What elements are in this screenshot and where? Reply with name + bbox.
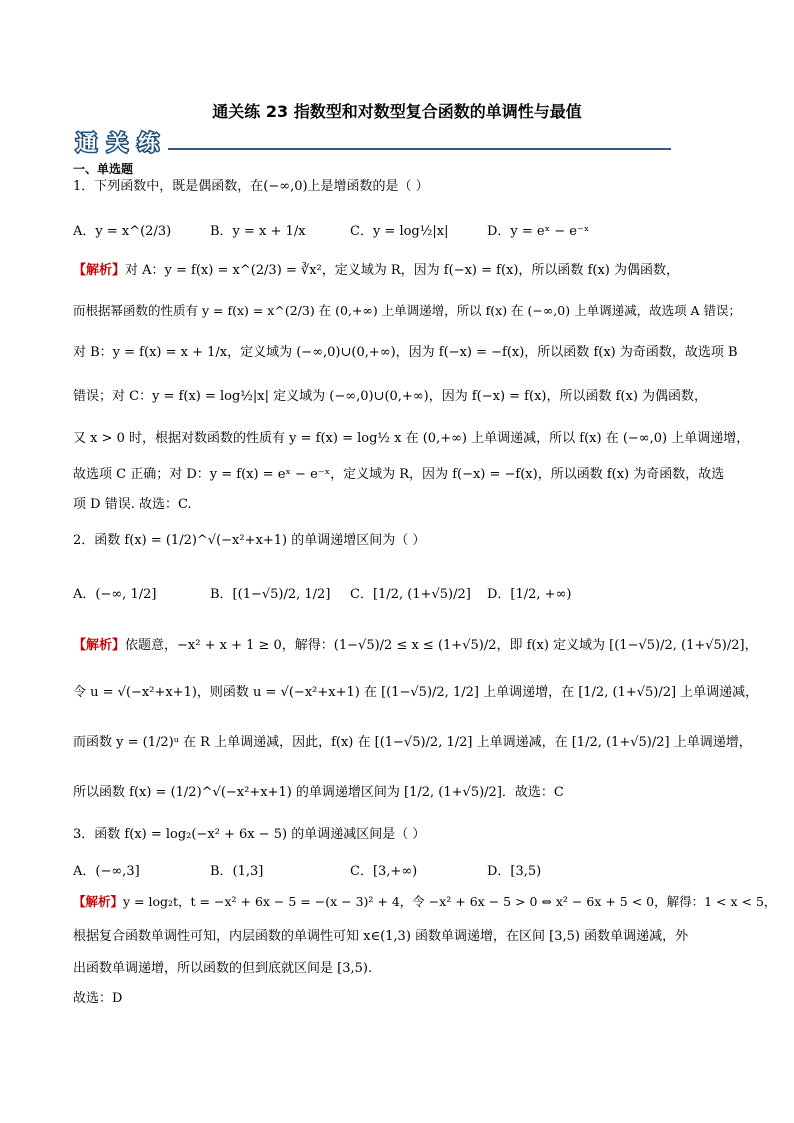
q2-solution-line-4: 所以函数 f(x) = (1/2)^√(−x²+x+1) 的单调递增区间为 [1/2, (1+√5)/2]．故选：C (73, 785, 564, 800)
q2-solution-line-3: 而函数 y = (1/2)ᵘ 在 R 上单调递减，因此，f(x) 在 [(1−√5)/2, 1/2] 上单调递减，在 [1/2, (1+√5)/2] 上单调递增， (73, 735, 752, 750)
q1-solution-line-6: 故选项 C 正确；对 D：y = f(x) = eˣ − e⁻ˣ，定义域为 R，因为 f(−x) = −f(x)，所以函数 f(x) 为奇函数，故选 (73, 467, 725, 482)
q3-option-b: B．(1,3] (210, 864, 264, 879)
solution-label: 【解析】 (73, 894, 124, 909)
logo-char-2: 关 (107, 131, 128, 155)
logo-char-1: 通 (76, 131, 97, 155)
q1-option-b: B．y = x + 1/x (210, 224, 306, 239)
q1-option-c: C．y = log½|x| (350, 224, 449, 239)
q3-stem: 3．函数 f(x) = log₂(−x² + 6x − 5) 的单调递减区间是（ ） (73, 827, 426, 842)
q1-stem: 1．下列函数中，既是偶函数，在(−∞,0)上是增函数的是（ ） (73, 179, 429, 194)
q1-solution-line-1: 【解析】对 A：y = f(x) = x^(2/3) = ∛x²，定义域为 R，因为 f(−x) = f(x)，所以函数 f(x) 为偶函数， (73, 263, 679, 278)
q1-solution-line-2: 而根据幂函数的性质有 y = f(x) = x^(2/3) 在 (0,+∞) 上单调递增，所以 f(x) 在 (−∞,0) 上单调递减，故选项 A 错误； (73, 303, 742, 318)
section-heading: 一、单选题 (73, 162, 134, 176)
q2-solution-line-2: 令 u = √(−x²+x+1)，则函数 u = √(−x²+x+1) 在 [(1−√5)/2, 1/2] 上单调递增，在 [1/2, (1+√5)/2] 上单调递减， (73, 685, 759, 700)
q3-option-c: C．[3,+∞) (350, 864, 418, 879)
title-underline (168, 148, 671, 150)
q1-option-d: D．y = eˣ − e⁻ˣ (487, 224, 590, 239)
q3-solution-line-3: 出函数单调递增，所以函数的但到底就区间是 [3,5). (73, 961, 373, 976)
q2-option-b: B．[(1−√5)/2, 1/2] (210, 587, 331, 602)
q3-option-a: A．(−∞,3] (73, 864, 140, 879)
logo-char-3: 练 (138, 131, 159, 155)
solution-label: 【解析】 (73, 638, 126, 653)
q2-stem: 2．函数 f(x) = (1/2)^√(−x²+x+1) 的单调递增区间为（ ） (73, 533, 426, 548)
q1-solution-line-4: 错误；对 C：y = f(x) = log½|x| 定义域为 (−∞,0)∪(0,+∞)，因为 f(−x) = f(x)，所以函数 f(x) 为偶函数， (73, 389, 708, 404)
q2-solution-line-1: 【解析】依题意，−x² + x + 1 ≥ 0，解得：(1−√5)/2 ≤ x ≤ (1+√5)/2，即 f(x) 定义域为 [(1−√5)/2, (1+√5)/2]， (73, 638, 758, 653)
q1-option-a: A．y = x^(2/3) (73, 224, 172, 239)
q2-option-d: D．[1/2, +∞) (487, 587, 572, 602)
logo (74, 127, 170, 161)
q2-option-c: C．[1/2, (1+√5)/2] (350, 587, 471, 602)
q1-solution-line-5: 又 x > 0 时，根据对数函数的性质有 y = f(x) = log½ x 在 (0,+∞) 上单调递减，所以 f(x) 在 (−∞,0) 上单调递增， (73, 431, 750, 446)
solution-label: 【解析】 (73, 263, 126, 278)
q3-solution-line-2: 根据复合函数单调性可知，内层函数的单调性可知 x∈(1,3) 函数单调递增，在区间 [3,5) 函数单调递减，外 (73, 929, 689, 944)
q1-solution-line-3: 对 B：y = f(x) = x + 1/x，定义域为 (−∞,0)∪(0,+∞)，因为 f(−x) = −f(x)，所以函数 f(x) 为奇函数，故选项 B (73, 345, 738, 360)
q1-solution-line-7: 项 D 错误. 故选：C. (73, 497, 192, 512)
q3-solution-line-4: 故选：D (73, 991, 123, 1006)
page-title: 通关练 23 指数型和对数型复合函数的单调性与最值 (212, 102, 582, 121)
q2-option-a: A．(−∞, 1/2] (73, 587, 157, 602)
q3-solution-line-1: 【解析】y = log₂t，t = −x² + 6x − 5 = −(x − 3)² + 4，令 −x² + 6x − 5 > 0 ⇔ x² − 6x + 5 < 0，解得：1 < x < 5， (73, 894, 777, 909)
q3-option-d: D．[3,5) (487, 864, 542, 879)
